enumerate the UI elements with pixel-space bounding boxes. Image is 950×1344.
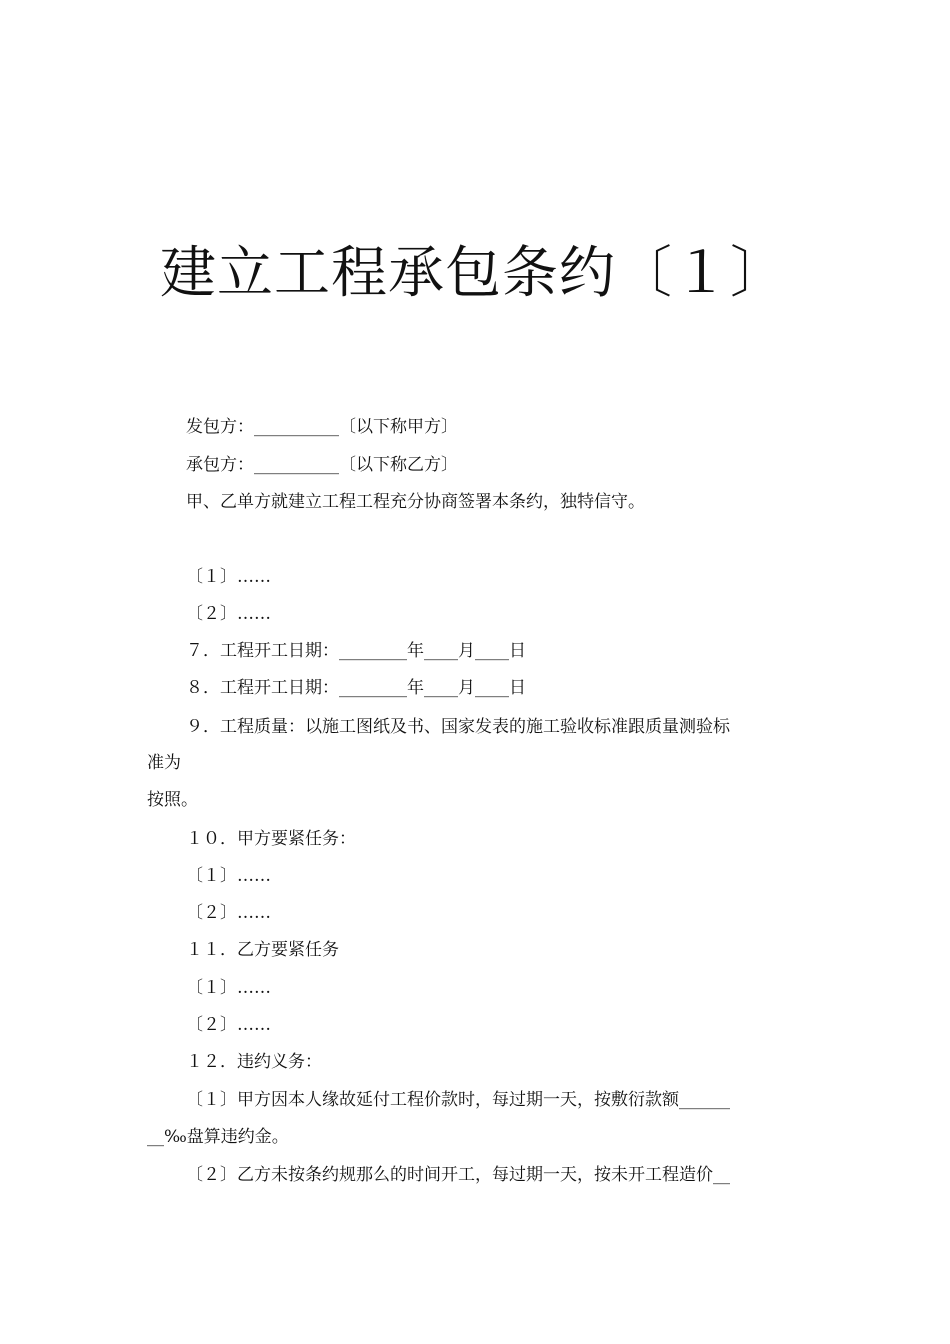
clause-7-start-date: ７．工程开工日期：________年____月____日 bbox=[186, 641, 526, 661]
clause-12-item-2: 〔２〕乙方未按条约规那么的时间开工，每过期一天，按未开工程造价__ bbox=[186, 1165, 730, 1185]
party-b-line: 承包方：__________〔以下称乙方〕 bbox=[186, 455, 458, 475]
agreement-statement: 甲、乙单方就建立工程工程充分协商签署本条约，独特信守。 bbox=[186, 492, 645, 512]
clause-12-item-1: 〔１〕甲方因本人缘故延付工程价款时，每过期一天，按敷衍款额______ bbox=[186, 1090, 730, 1110]
clause-12-item-1-continuation: __‰盘算违约金。 bbox=[147, 1127, 289, 1147]
clause-11-party-b-duties: １１．乙方要紧任务 bbox=[186, 940, 339, 960]
clause-8-completion-date: ８．工程开工日期：________年____月____日 bbox=[186, 678, 526, 698]
clause-9-continuation: 按照。 bbox=[147, 790, 198, 810]
list-item: 〔１〕…… bbox=[186, 978, 271, 998]
list-item: 〔１〕…… bbox=[186, 567, 271, 587]
list-item: 〔２〕…… bbox=[186, 903, 271, 923]
clause-12-liability: １２．违约义务： bbox=[186, 1052, 322, 1072]
clause-9-continuation: 准为 bbox=[147, 753, 181, 773]
document-title: 建立工程承包条约〔１〕 bbox=[160, 240, 787, 306]
clause-10-party-a-duties: １０．甲方要紧任务： bbox=[186, 829, 356, 849]
list-item: 〔２〕…… bbox=[186, 1015, 271, 1035]
party-a-line: 发包方：__________〔以下称甲方〕 bbox=[186, 417, 458, 437]
list-item: 〔１〕…… bbox=[186, 866, 271, 886]
clause-9-quality: ９．工程质量：以施工图纸及书、国家发表的施工验收标准跟质量测验标 bbox=[186, 717, 730, 737]
list-item: 〔２〕…… bbox=[186, 604, 271, 624]
